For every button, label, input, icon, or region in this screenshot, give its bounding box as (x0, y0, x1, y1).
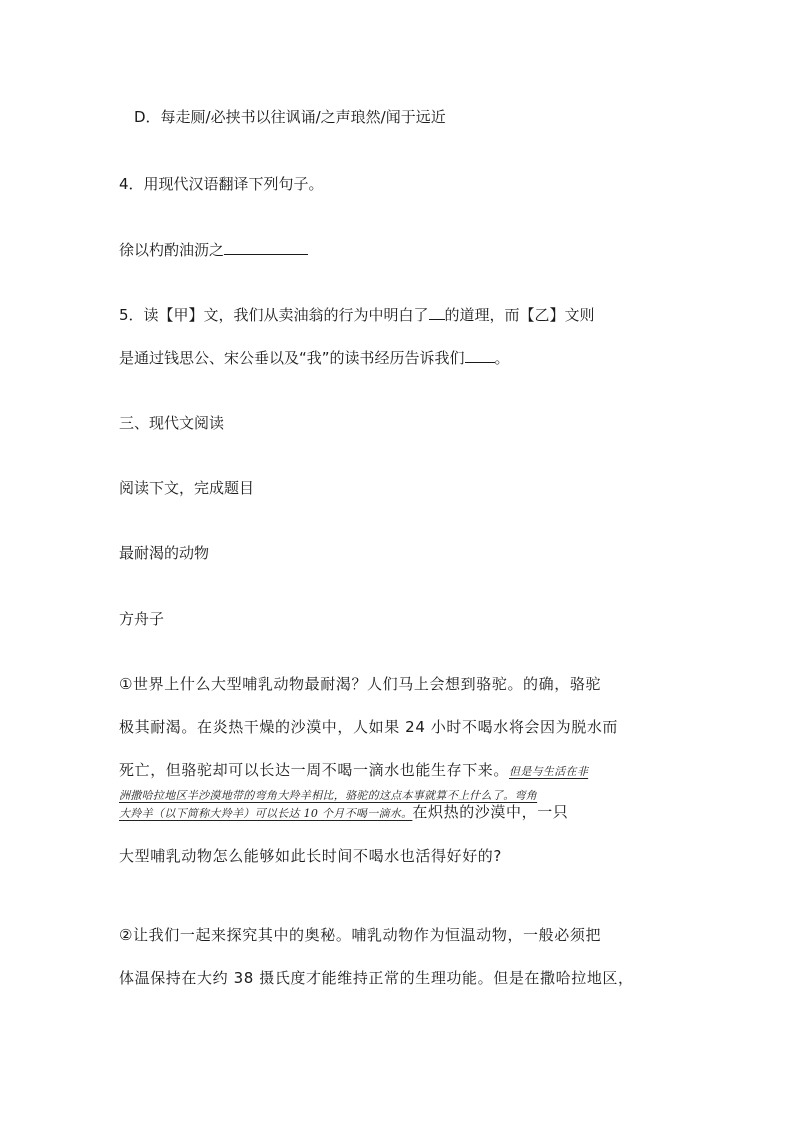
question-5-line-1 (119, 305, 595, 325)
article-title: 最耐渴的动物 (119, 544, 210, 562)
answer-blank[interactable] (429, 305, 445, 320)
paragraph-1-line-1: ①世界上什么大型哺乳动物最耐渴？人们马上会想到骆驼。的确，骆驼 (119, 675, 602, 693)
option-d: D．每走厕/必挟书以往讽诵/之声琅然/闻于远近 (134, 108, 446, 126)
paragraph-1-line-5: 大型哺乳动物怎么能够如此长时间不喝水也活得好好的? (119, 847, 502, 865)
answer-blank[interactable] (465, 348, 495, 363)
paragraph-1-line-3 (119, 760, 588, 782)
handwritten-annotation-line-2: 洲撒哈拉地区半沙漠地带的弯角大羚羊相比，骆驼的这点本事就算不上什么了。弯角 (119, 789, 538, 802)
question-5-text-d: 。 (494, 349, 510, 367)
section-instruction: 阅读下文，完成题目 (119, 479, 255, 497)
paragraph-1-line-3-text: 死亡，但骆驼却可以长达一周不喝一滴水也能生存下来。 (119, 761, 510, 779)
question-5-text-b: 的道理，而【乙】文则 (444, 306, 595, 324)
section-title: 三、现代文阅读 (119, 414, 225, 432)
question-5-line-2 (119, 348, 510, 368)
article-author: 方舟子 (119, 610, 165, 628)
answer-blank[interactable] (224, 240, 308, 255)
handwritten-annotation-line-3: 大羚羊（以下简称大羚羊）可以长达 10 个月不喝一滴水。 (119, 807, 413, 820)
paragraph-1-line-2: 极其耐渴。在炎热干燥的沙漠中，人如果 24 小时不喝水将会因为脱水而 (119, 718, 619, 736)
paragraph-2-line-1: ②让我们一起来探究其中的奥秘。哺乳动物作为恒温动物，一般必须把 (119, 926, 602, 944)
paragraph-1-line-4 (119, 802, 568, 824)
paragraph-1-line-4-text: 在炽热的沙漠中，一只 (412, 803, 569, 821)
paragraph-2-line-2: 体温保持在大约 38 摄氏度才能维持正常的生理功能。但是在撒哈拉地区， (119, 969, 634, 987)
question-4-sentence (119, 240, 308, 260)
question-5-text-a: 5．读【甲】文，我们从卖油翁的行为中明白了 (119, 306, 429, 324)
question-5-text-c: 是通过钱思公、宋公垂以及“我”的读书经历告诉我们 (119, 349, 465, 367)
handwritten-annotation-start: 但是与生活在非 (509, 765, 589, 778)
question-4-sentence-text: 徐以杓酌油沥之 (119, 241, 225, 259)
question-4-prompt: 4．用现代汉语翻译下列句子。 (119, 175, 324, 193)
